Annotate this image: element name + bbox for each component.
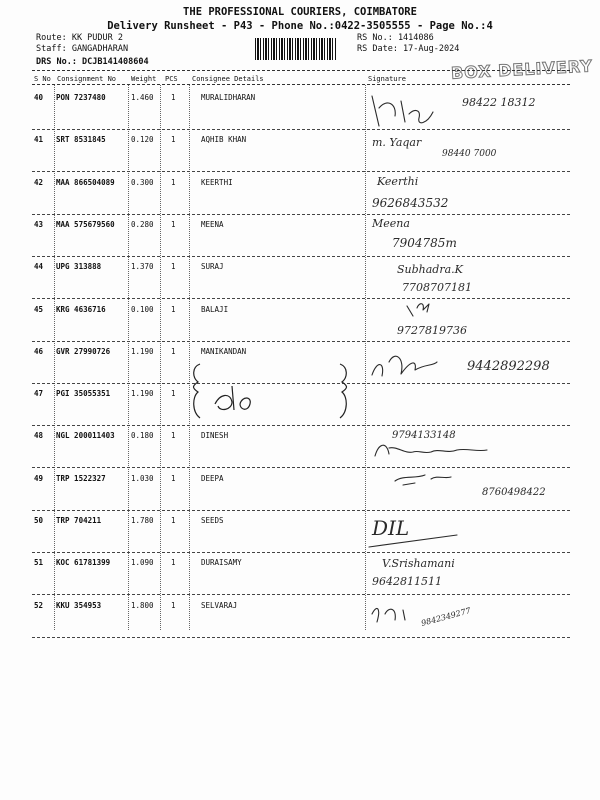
- row-weight: 0.100: [131, 304, 154, 314]
- row-consignee: DINESH: [201, 431, 229, 441]
- row-weight: 0.280: [131, 219, 154, 229]
- row-sno: 52: [34, 600, 44, 610]
- row-consignment: GVR 27990726: [56, 346, 111, 356]
- row-pcs: 1: [171, 93, 176, 102]
- row-weight: 0.300: [131, 177, 154, 187]
- col-signature: Signature: [368, 75, 406, 83]
- row-consignment: MAA 575679560: [56, 219, 115, 229]
- row-consignment: PON 7237480: [56, 93, 106, 102]
- row-consignee: MEENA: [201, 219, 224, 229]
- row-consignment: PGI 35055351: [56, 389, 111, 399]
- rs-number: RS No.: 1414086: [357, 33, 434, 43]
- row-sno: 45: [34, 304, 44, 314]
- row-pcs: 1: [171, 177, 176, 187]
- row-consignment: TRP 1522327: [56, 473, 106, 483]
- row-sno: 41: [34, 135, 44, 145]
- header-divider: [32, 70, 570, 71]
- runsheet-row: [32, 298, 570, 342]
- row-consignee: DEEPA: [201, 473, 224, 483]
- row-consignee: BALAJI: [201, 304, 229, 314]
- handwritten-number: 9626843532: [372, 195, 449, 210]
- company-name: THE PROFESSIONAL COURIERS, COIMBATORE: [183, 6, 417, 18]
- handwritten-name: V.Srishamani: [382, 557, 455, 571]
- handwritten-number: 9727819736: [397, 323, 467, 337]
- signature-area: [367, 467, 567, 511]
- signature-area: [367, 551, 567, 595]
- row-pcs: 1: [171, 516, 176, 525]
- signature-area: [367, 340, 567, 384]
- handwritten-number: 8760498422: [482, 486, 546, 498]
- row-consignment: NGL 200011403: [56, 431, 115, 441]
- col-consignment: Consignment No: [57, 75, 117, 83]
- row-pcs: 1: [171, 473, 176, 483]
- col-consignee: Consignee Details: [192, 75, 264, 83]
- row-sno: 51: [34, 558, 44, 568]
- row-weight: 1.800: [131, 600, 154, 610]
- signature-area: [367, 382, 567, 426]
- signature-area: [367, 255, 567, 299]
- row-consignee: SEEDS: [201, 516, 224, 525]
- handwritten-name: Subhadra.K: [397, 263, 463, 277]
- row-sno: 42: [34, 177, 44, 187]
- col-weight: Weight: [131, 75, 157, 83]
- row-consignee: SELVARAJ: [201, 600, 238, 610]
- row-weight: 1.090: [131, 558, 154, 568]
- handwritten-number: 98422 18312: [462, 96, 536, 109]
- handwritten-number: 9794133148: [392, 430, 456, 442]
- row-weight: 0.120: [131, 135, 154, 145]
- row-pcs: 1: [171, 346, 176, 356]
- row-divider: [32, 637, 570, 638]
- row-sno: 49: [34, 473, 44, 483]
- route: Route: KK PUDUR 2: [36, 33, 123, 43]
- runsheet-header: [0, 6, 600, 32]
- row-consignment: MAA 866504089: [56, 177, 115, 187]
- row-sno: 50: [34, 516, 44, 525]
- row-consignment: KRG 4636716: [56, 304, 106, 314]
- row-pcs: 1: [171, 135, 176, 145]
- runsheet-row: [32, 594, 570, 638]
- runsheet-row: [32, 213, 570, 257]
- box-delivery-stamp: BOX DELIVERY: [450, 56, 594, 83]
- col-pcs: PCS: [165, 75, 178, 83]
- signature-area: [367, 298, 567, 342]
- runsheet-row: [32, 551, 570, 595]
- row-pcs: 1: [171, 304, 176, 314]
- row-consignee: MANIKANDAN: [201, 346, 247, 356]
- row-sno: 43: [34, 219, 44, 229]
- row-pcs: 1: [171, 558, 176, 568]
- row-sno: 44: [34, 262, 44, 272]
- signature-area: [367, 86, 567, 130]
- rs-date: RS Date: 17-Aug-2024: [357, 44, 460, 54]
- signature-area: [367, 213, 567, 257]
- row-consignee: DURAISAMY: [201, 558, 242, 568]
- runsheet-row: [32, 86, 570, 130]
- row-pcs: 1: [171, 431, 176, 441]
- row-consignee: KEERTHI: [201, 177, 233, 187]
- handwritten-number: 9842349277: [420, 605, 472, 628]
- runsheet-row: [32, 424, 570, 468]
- row-consignment: KOC 61781399: [56, 558, 111, 568]
- handwritten-number: 98440 7000: [442, 149, 497, 160]
- row-weight: 1.370: [131, 262, 154, 272]
- ditto-bracket: [190, 362, 355, 422]
- row-weight: 1.780: [131, 516, 154, 525]
- runsheet-row: [32, 255, 570, 299]
- handwritten-name: Keerthi: [377, 174, 419, 188]
- row-consignment: UPG 313888: [56, 262, 102, 272]
- staff: Staff: GANGADHARAN: [36, 44, 129, 54]
- handwritten-number: 7904785m: [392, 235, 457, 250]
- row-consignee: MURALIDHARAN: [201, 93, 256, 102]
- handwritten-name: Meena: [372, 216, 410, 230]
- signature-area: [367, 594, 567, 638]
- row-sno: 48: [34, 431, 44, 441]
- signature-area: [367, 171, 567, 215]
- runsheet-row: [32, 128, 570, 172]
- row-weight: 1.030: [131, 473, 154, 483]
- row-weight: 1.190: [131, 389, 154, 399]
- row-consignment: KKU 354953: [56, 600, 102, 610]
- rs-info: [357, 33, 459, 55]
- runsheet-row: [32, 171, 570, 215]
- row-sno: 47: [34, 389, 44, 399]
- drs-number: DRS No.: DCJB141408604: [36, 57, 149, 67]
- row-sno: 40: [34, 93, 44, 102]
- handwritten-signature: DIL: [372, 516, 410, 540]
- signature-area: [367, 424, 567, 468]
- row-weight: 1.460: [131, 93, 154, 102]
- row-weight: 1.190: [131, 346, 154, 356]
- row-pcs: 1: [171, 262, 176, 272]
- runsheet-row: [32, 467, 570, 511]
- col-sno: S No: [34, 75, 51, 83]
- row-sno: 46: [34, 346, 44, 356]
- row-consignment: SRT 8531845: [56, 135, 106, 145]
- runsheet-row: [32, 509, 570, 553]
- row-pcs: 1: [171, 219, 176, 229]
- route-info: [36, 33, 149, 68]
- row-consignee: AQHIB KHAN: [201, 135, 247, 145]
- handwritten-number: 9442892298: [467, 358, 550, 374]
- columns-divider: [32, 84, 570, 85]
- row-pcs: 1: [171, 389, 176, 399]
- signature-area: [367, 128, 567, 172]
- row-consignee: SURAJ: [201, 262, 224, 272]
- row-weight: 0.180: [131, 431, 154, 441]
- barcode: [255, 38, 337, 60]
- signature-area: [367, 509, 567, 553]
- runsheet-title: Delivery Runsheet - P43 - Phone No.:0422-3505555 - Page No.:4: [107, 20, 493, 32]
- row-pcs: 1: [171, 600, 176, 610]
- handwritten-number: 9642811511: [372, 575, 442, 589]
- row-consignment: TRP 704211: [56, 516, 102, 525]
- handwritten-name: m. Yaqar: [372, 136, 422, 150]
- handwritten-number: 7708707181: [402, 281, 472, 295]
